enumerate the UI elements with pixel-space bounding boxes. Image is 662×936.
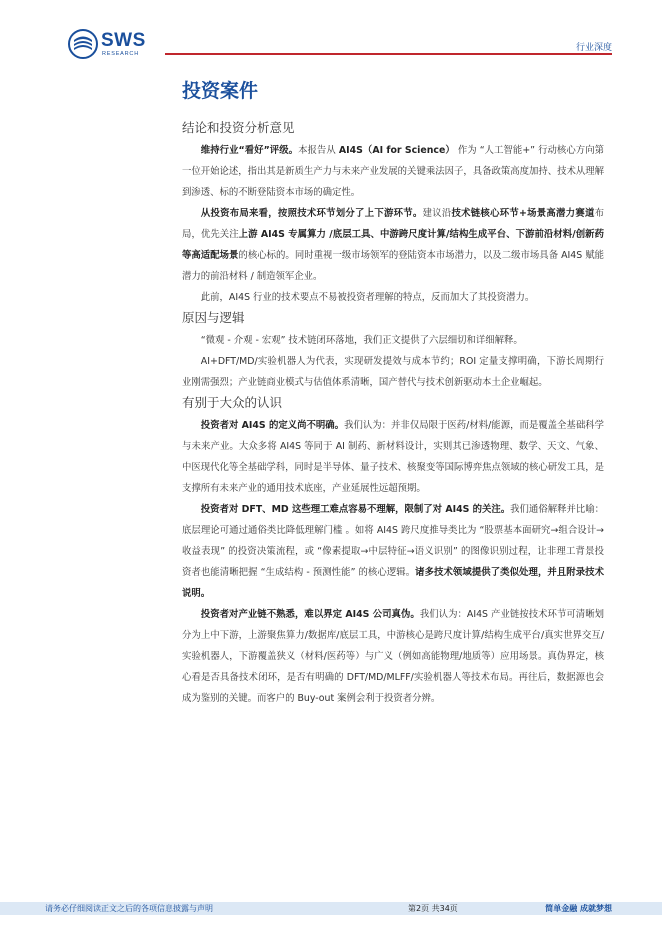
body-paragraph	[182, 351, 604, 393]
main-content	[182, 78, 604, 709]
logo-text: SWS	[101, 30, 146, 51]
text-run: 本报告从	[298, 145, 339, 156]
bold-text: 投资者对 DFT、MD 这些理工难点容易不理解，限制了对 AI4S 的关注。	[200, 504, 511, 515]
text-run: 作为 “人工智能+” 行动核心方向第一位开始论述，指出其是新质生产力与未来产业发展的关键乘法因子，具备政策高度加持、技术从理解到渗透、标的不断登陆资本市场的确定性。	[182, 145, 605, 198]
page-title: 投资案件	[182, 80, 259, 102]
text-run: 的核心标的。同时重视一级市场领军的登陆资本市场潜力，以及二级市场具备 AI4S 赋能潜力的前沿材料 / 制造领军企业。	[182, 250, 604, 282]
text-run: “微观 - 介观 - 宏观” 技术链闭环落地，我们正文提供了六层细切和详细解释。	[200, 335, 523, 346]
sections-container	[182, 118, 604, 709]
bold-text: 投资者对 AI4S 的定义尚不明确。	[200, 420, 345, 431]
text-run: 布局，优先关注	[182, 208, 604, 240]
logo-subtitle: RESEARCH	[102, 51, 139, 57]
bold-text: 投资者对产业链不熟悉，难以界定 AI4S 公司真伪。	[200, 609, 420, 620]
text-run: 我们认为：并非仅局限于医药/材料/能源，而是覆盖全基础科学与未来产业。大众多将 AI4S 等同于 AI 制药、新材料设计，实则其已渗透物理、数学、天文、气象、中医现代化等全基础学科，同时是半导体、量子技术、核聚变等国际博弈焦点领域的核心研发工具，是支撑所有未来产业的通用技术底座，产业延展性远超预期。	[182, 420, 604, 494]
bold-text: 上游 AI4S 专属算力 /底层工具、中游跨尺度计算/结构生成平台、下游前沿材料/创新药等高适配场景	[182, 229, 604, 261]
section-heading: 结论和投资分析意见	[182, 120, 295, 135]
text-run: 我们通俗解释并比喻：底层理论可通过通俗类比降低理解门槛 。如将 AI4S 跨尺度推导类比为 “股票基本面研究→组合设计→收益表现” 的投资决策流程，或 “像素提取→中层特征→语义识别” 的图像识别过程，让非理工背景投资者也能清晰把握 “生成结构 - 预测性能” 的核心逻辑。	[182, 504, 604, 578]
body-paragraph	[182, 140, 604, 203]
sws-logo	[68, 29, 158, 59]
header-divider	[165, 53, 612, 55]
body-paragraph	[182, 415, 604, 499]
bold-text: 维持行业“看好”评级。	[200, 145, 299, 156]
footer-disclaimer: 请务必仔细阅读正文之后的各项信息披露与声明	[45, 904, 213, 913]
text-run: 建议沿	[422, 208, 452, 219]
bold-text: AI4S（AI for Science）	[338, 145, 455, 156]
section-heading: 原因与逻辑	[182, 310, 245, 325]
bold-text: 从投资布局来看，按照技术环节划分了上下游环节。	[200, 208, 423, 219]
bold-text: 诸多技术领域提供了类似处理，并且附录技术说明。	[182, 567, 604, 599]
report-type-tag: 行业深度	[575, 43, 612, 53]
body-paragraph	[182, 604, 604, 709]
section-heading: 有别于大众的认识	[182, 395, 283, 410]
footer-slogan: 简单金融 成就梦想	[545, 904, 612, 913]
body-paragraph	[182, 499, 604, 604]
bold-text: 技术链核心环节+场景高潜力赛道	[451, 208, 595, 219]
text-run: 此前，AI4S 行业的技术要点不易被投资者理解的特点，反而加大了其投资潜力。	[200, 292, 535, 303]
text-run: 我们认为：AI4S 产业链按技术环节可清晰划分为上中下游，上游聚焦算力/数据库/底层工具，中游核心是跨尺度计算/结构生成平台/真实世界交互/实验机器人，下游覆盖狭义（材料/医药等）与广义（例如高能物理/地质等）应用场景。真伪界定，核心看是否具备技术闭环，是否有明确的 DFT/MD/MLFF/实验机器人等技术布局。再往后，数据源也会成为鉴别的关键。而客户的 Buy-out 案例会利于投资者分辨。	[182, 609, 604, 704]
body-paragraph	[182, 330, 604, 351]
sws-logo-mark-icon	[68, 29, 98, 59]
page-number: 第2页 共34页	[408, 904, 458, 913]
body-paragraph	[182, 287, 604, 308]
body-paragraph	[182, 203, 604, 287]
text-run: AI+DFT/MD/实验机器人为代表，实现研发提效与成本节约；ROI 定量支撑明确，下游长周期行业刚需强烈；产业链商业模式与估值体系清晰，国产替代与技术创新驱动本土企业崛起。	[182, 356, 604, 388]
